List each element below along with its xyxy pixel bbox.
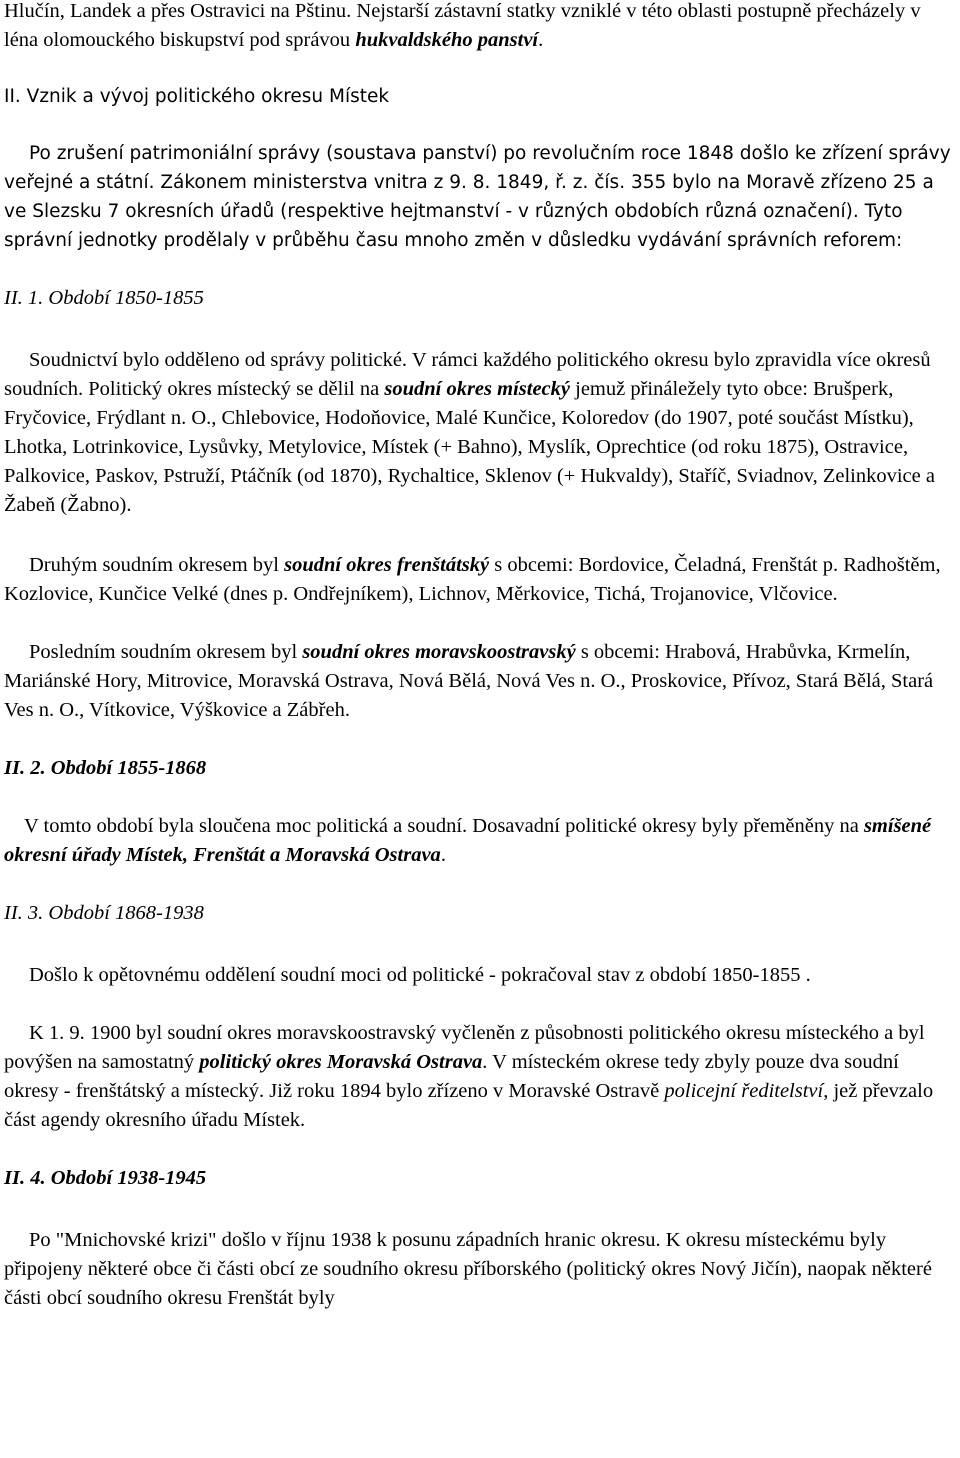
- section-ii4-paragraph: Po "Mnichovské krizi" došlo v říjnu 1938 k posunu západních hranic okresu. K okresu místeckému byly připojeny některé obce či části obcí ze soudního okresu příborského (politický okres Nový Jičín), naopak některé části obcí soudního okresu Frenštát byly: [4, 1229, 932, 1309]
- section-ii-heading: II. Vznik a vývoj politického okresu Místek: [4, 86, 390, 107]
- ii1c-text-end: s obcemi: Hrabová, Hrabůvka, Krmelín, Mariánské Hory, Mitrovice, Moravská Ostrava, Nová Bělá, Nová Ves n. O., Proskovice, Přívoz, Stará Bělá, Stará Ves n. O., Vítkovice, Výškovice a Zábřeh.: [4, 641, 934, 721]
- section-ii1-paragraph-a: [4, 346, 956, 520]
- section-ii1-paragraph-b: [4, 551, 956, 609]
- intro-text: Hlučín, Landek a přes Ostravici na Pštinu. Nejstarší zástavní statky vzniklé v této oblasti postupně přecházely v léna olomouckého biskupství pod správou: [4, 0, 921, 51]
- section-ii2-paragraph: [4, 812, 956, 870]
- ii1a-emphasis: soudní okres místecký: [384, 378, 570, 400]
- ii2-text-end: .: [440, 844, 446, 866]
- section-ii1-heading: II. 1. Období 1850-1855: [4, 287, 204, 309]
- intro-emphasis: hukvaldského panství: [355, 29, 539, 51]
- ii3b-text-mid: . V místeckém okrese tedy zbyly pouze dva soudní okresy - frenštátský a místecký. Již roku 1894 bylo zřízeno v Moravské Ostravě: [4, 1051, 899, 1102]
- ii1a-text: Soudnictví bylo odděleno od správy politické. V rámci každého politického okresu bylo zpravidla více okresů soudních. Politický okres místecký se dělil na: [4, 349, 931, 400]
- ii1c-text: Posledním soudním okresem byl: [29, 641, 303, 663]
- section-ii3-paragraph-b: [4, 1019, 956, 1135]
- ii2-emphasis: smíšené okresní úřady Místek, Frenštát a Moravská Ostrava: [4, 815, 932, 866]
- section-ii3-paragraph-a: Došlo k opětovnému oddělení soudní moci od politické - pokračoval stav z období 1850-1855 .: [29, 964, 811, 986]
- ii1c-emphasis: soudní okres moravskoostravský: [302, 641, 576, 663]
- ii1b-text-end: s obcemi: Bordovice, Čeladná, Frenštát p. Radhoštěm, Kozlovice, Kunčice Velké (dnes p. Ondřejníkem), Lichnov, Měrkovice, Tichá, Trojanovice, Vlčovice.: [4, 554, 941, 605]
- intro-text-end: .: [538, 29, 544, 51]
- section-ii2-heading: II. 2. Období 1855-1868: [4, 757, 207, 779]
- ii1b-text: Druhým soudním okresem byl: [29, 554, 285, 576]
- ii1b-emphasis: soudní okres frenštátský: [284, 554, 490, 576]
- section-ii3-heading: II. 3. Období 1868-1938: [4, 902, 204, 924]
- section-ii1-paragraph-c: [4, 638, 956, 725]
- ii3b-emphasis-1: politický okres Moravská Ostrava: [199, 1051, 483, 1073]
- ii1a-text-end: jemuž přináležely tyto obce: Brušperk, Fryčovice, Frýdlant n. O., Chlebovice, Hodoňovice, Malé Kunčice, Koloredov (do 1907, poté součást Místku), Lhotka, Lotrinkovice, Lysůvky, Metylovice, Místek (+ Bahno), Myslík, Oprechtice (od roku 1875), Ostravice, Palkovice, Paskov, Pstruží, Ptáčník (od 1870), Rychaltice, Sklenov (+ Hukvaldy), Staříč, Sviadnov, Zelinkovice a Žabeň (Žabno).: [4, 378, 935, 516]
- ii3b-emphasis-2: policejní ředitelství: [664, 1080, 824, 1102]
- ii3b-text: K 1. 9. 1900 byl soudní okres moravskoostravský vyčleněn z působnosti politického okresu místeckého a byl povýšen na samostatný: [4, 1022, 925, 1073]
- ii3b-text-end: , jež převzalo část agendy okresního úřadu Místek.: [4, 1080, 934, 1131]
- intro-paragraph: [4, 0, 956, 55]
- section-ii-paragraph: Po zrušení patrimoniální správy (soustava panství) po revolučním roce 1848 došlo ke zřízení správy veřejné a státní. Zákonem ministerstva vnitra z 9. 8. 1849, ř. z. čís. 355 bylo na Moravě zřízeno 25 a ve Slezsku 7 okresních úřadů (respektive hejtmanství - v různých obdobích různá označení). Tyto správní jednotky prodělaly v průběhu času mnoho změn v důsledku vydávání správních reforem:: [4, 143, 951, 251]
- section-ii4-heading: II. 4. Období 1938-1945: [4, 1167, 207, 1189]
- ii2-text: V tomto období byla sloučena moc politická a soudní. Dosavadní politické okresy byly přeměněny na: [24, 815, 864, 837]
